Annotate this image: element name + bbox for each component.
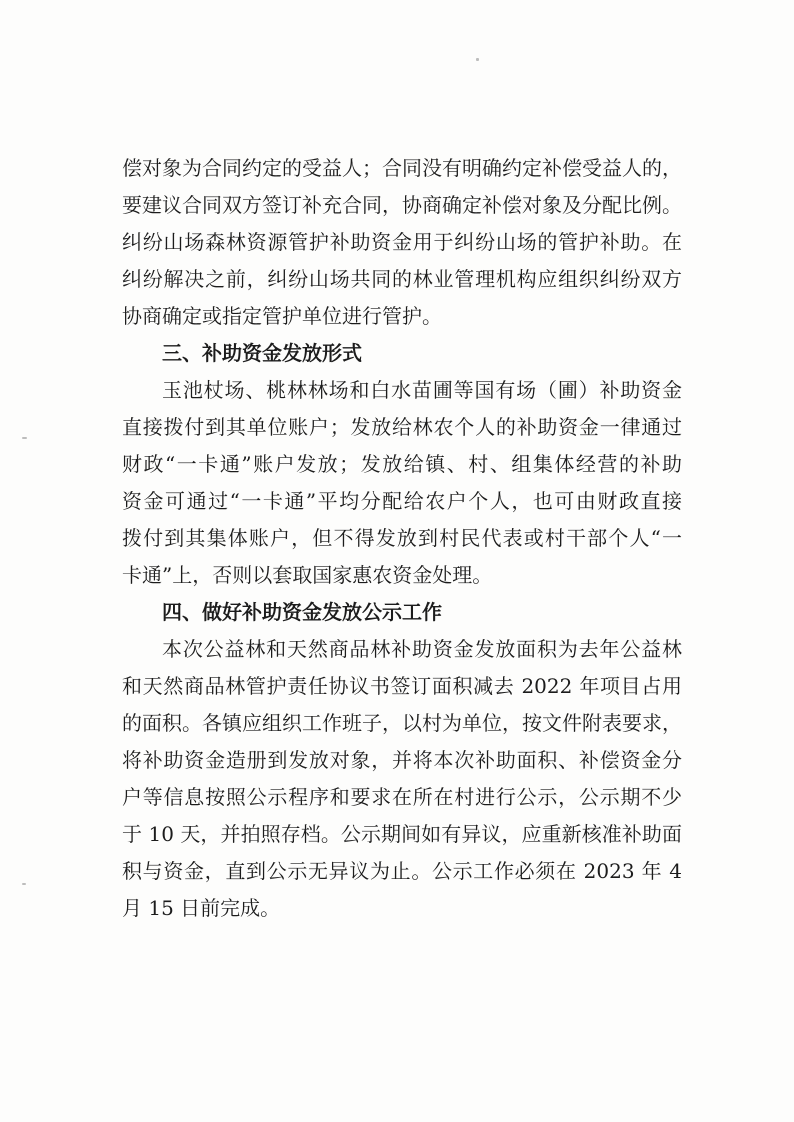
paragraph-continuation [122, 150, 682, 335]
text-line: 积与资金，直到公示无异议为止。公示工作必须在 2023 年 4 [122, 859, 682, 883]
text-line: 月 15 日前完成。 [122, 896, 281, 920]
text-line: 的面积。各镇应组织工作班子，以村为单位，按文件附表要求， [122, 711, 682, 735]
section-heading-4: 四、做好补助资金发放公示工作 [162, 600, 442, 624]
text-line: 于 10 天，并拍照存档。公示期间如有异议，应重新核准补助面 [122, 822, 682, 846]
text-line: 户等信息按照公示程序和要求在所在村进行公示，公示期不少 [122, 785, 682, 809]
text-line: 和天然商品林管护责任协议书签订面积减去 2022 年项目占用 [122, 674, 682, 698]
text-line: 拨付到其集体账户，但不得发放到村民代表或村干部个人“一 [122, 526, 682, 550]
text-line: 协商确定或指定管护单位进行管护。 [122, 304, 442, 328]
text-line: 纠纷解决之前，纠纷山场共同的林业管理机构应组织纠纷双方 [122, 267, 682, 291]
scan-speck [476, 58, 479, 61]
scan-speck [22, 437, 27, 439]
document-body [122, 150, 682, 927]
section-3-body [122, 372, 682, 594]
text-line: 玉池杖场、桃林林场和白水苗圃等国有场（圃）补助资金 [162, 378, 682, 402]
scan-speck [22, 883, 26, 885]
text-line: 直接拨付到其单位账户；发放给林农个人的补助资金一律通过 [122, 415, 682, 439]
text-line: 本次公益林和天然商品林补助资金发放面积为去年公益林 [162, 637, 682, 661]
text-line: 将补助资金造册到发放对象，并将本次补助面积、补偿资金分 [122, 748, 682, 772]
text-line: 纠纷山场森林资源管护补助资金用于纠纷山场的管护补助。在 [122, 230, 682, 254]
text-line: 卡通”上，否则以套取国家惠农资金处理。 [122, 563, 493, 587]
text-line: 偿对象为合同约定的受益人；合同没有明确约定补偿受益人的， [122, 156, 682, 180]
section-heading-3: 三、补助资金发放形式 [162, 341, 362, 365]
text-line: 要建议合同双方签订补充合同，协商确定补偿对象及分配比例。 [122, 193, 682, 217]
section-4-body [122, 631, 682, 927]
text-line: 资金可通过“一卡通”平均分配给农户个人，也可由财政直接 [122, 489, 682, 513]
text-line: 财政“一卡通”账户发放；发放给镇、村、组集体经营的补助 [122, 452, 682, 476]
